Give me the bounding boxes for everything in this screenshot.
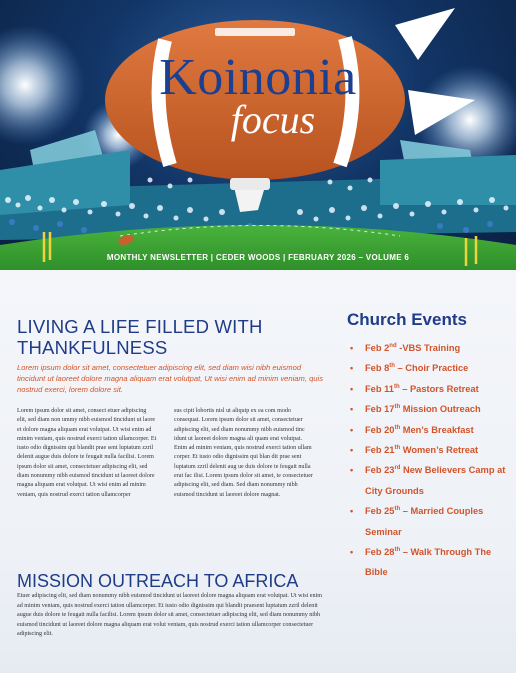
masthead-volume: – VOLUME 6 xyxy=(356,253,410,262)
events-title: Church Events xyxy=(347,310,467,329)
event-item: • Feb 17th Mission Outreach xyxy=(347,399,512,419)
masthead-year-digits: 26 xyxy=(346,253,357,262)
newsletter-subtitle: focus xyxy=(230,97,316,142)
bullet-icon: • xyxy=(350,343,354,353)
bullet-icon: • xyxy=(350,383,354,394)
article-headline: LIVING A LIFE FILLED WITH THANKFULNESS xyxy=(17,316,263,358)
events-list xyxy=(347,338,512,583)
bullet-icon: • xyxy=(350,404,354,415)
event-item: • Feb 21th Women’s Retreat xyxy=(347,440,512,460)
event-item: • Feb 11th – Pastors Retreat xyxy=(347,379,512,399)
bullet-icon: • xyxy=(350,363,354,374)
masthead-text: MONTHLY NEWSLETTER | CEDER WOODS | FEBRUARY 20 xyxy=(106,253,347,262)
bullet-icon: • xyxy=(350,506,354,517)
event-item: • Feb 23rd New Believers Camp at City Grounds xyxy=(347,460,512,501)
mission-body: Etuer adipiscing elit, sed diam nonummy nibh euismod tincidunt ut laoreet dolore magna aliquam erat volutpat. Ut wisi enim ad minim veniam, quis nostrud exerci tation ullamcorper. Et iusto odio dignissim qui blandit praesent luptatum zzril delenit augue duis dolore te feugait nulla facilisi. Lorem ipsum dolor sit amet, consectetuer adipiscing elit, sed diam nonummy nibh euismod tincidunt ut laoreet dolore magna aliquam erat volut veniam, quis nostrud exerci tation ullamcorper consectetuer adipiscing elit. xyxy=(17,593,322,638)
event-item: • Feb 2nd -VBS Training xyxy=(347,338,512,358)
event-item: • Feb 8th – Choir Practice xyxy=(347,358,512,378)
event-item: • Feb 25th – Married Couples Seminar xyxy=(347,501,512,542)
header-illustration xyxy=(0,0,516,270)
bullet-icon: • xyxy=(350,445,354,456)
article-lead: Lorem ipsum dolor sit amet, consectetuer adipiscing elit, sed diam wisi nibh euismod tincidunt ut laoreet dolore magna aliquam erat volutpat, Ut wisi enim ad minim veniam, quis nostrud exerci, lorem dolore sit. xyxy=(17,363,324,394)
bullet-icon: • xyxy=(350,424,354,435)
mission-headline: MISSION OUTREACH TO AFRICA xyxy=(17,571,299,591)
newsletter-title: Koinonia xyxy=(159,49,357,106)
event-item: • Feb 28th – Walk Through The Bible xyxy=(347,542,512,583)
article-column-2: sus cipit lobortis nisl ut aliquip ex ea com modo consequat. Lorem ipsum dolor sit amet, consectetuer adipiscing elit, sed diam nonummy nibh euismod tinc idunt ut laoreet dolore magna ali quam erat volutpat. Enim ad minim veniam, quis nostrud exerci tation ullam corper. Et iusto odio dignissim qui blan dit prae sent luptatum zzril delenit aug ue duis dolore te feugait nulla erat fac ilisi. Lorem ipsum dolor sit amet, te consectetuer adipiscing elit, sed diam. Sed diam nonummy nibh euismod tincidunt ut laoreet dolore magnat. xyxy=(174,408,313,498)
event-item: • Feb 20th Men’s Breakfast xyxy=(347,420,512,440)
newsletter-body xyxy=(0,270,516,673)
article-column-1: Lorem ipsum dolor sit amet, consect etuer adipiscing elit, sed diam non ummy nibh euismod tincidunt ut laore et dolore magna aliquam erat volutpat. Ut wisi enim ad minim veniam, quis nostrud exerci tation ullamcorper. Et iusto odio dignissim qui blandit prae sent luptatum zzril delenit augue duis dolore te feugait nulla facilisi. Lorem ipsum dolor sit amet, consectetuer adipiscing elit, sed diam nonummy nibh euismod tincidunt ut laoreet dolore magna aliquam erat volutpat. Ut wisi enim ad minim veniam, quis nostrud exerci tation ullamcorper xyxy=(17,408,157,498)
bullet-icon: • xyxy=(350,547,354,558)
bullet-icon: • xyxy=(350,465,354,476)
masthead-line xyxy=(0,253,516,262)
